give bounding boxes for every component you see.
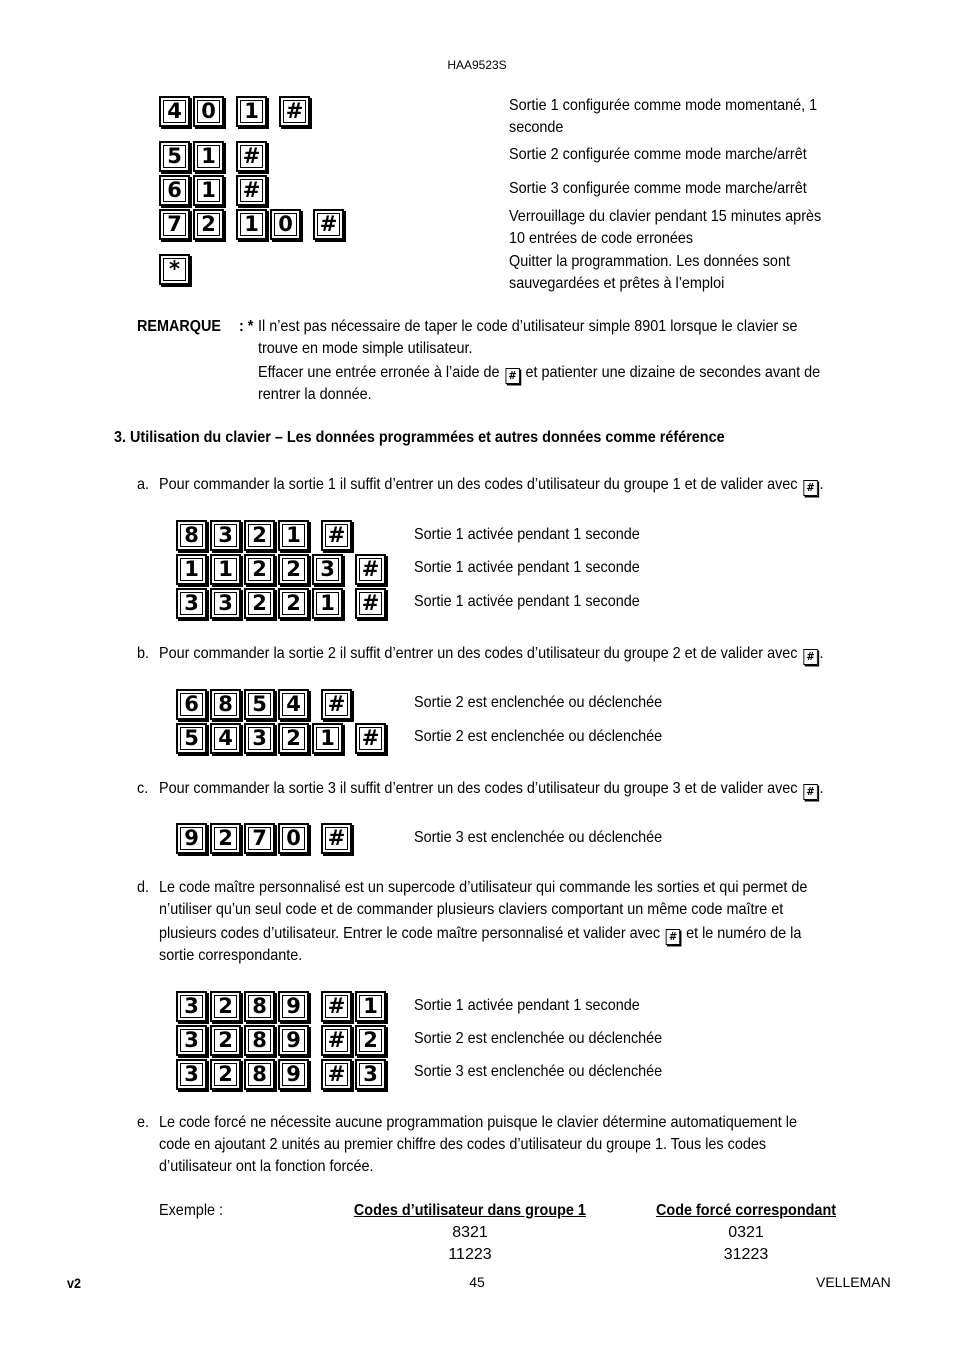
digit-key-icon: 9 (176, 823, 207, 854)
example-label: Exemple : (159, 1202, 224, 1219)
digit-key-icon: 5 (159, 141, 190, 172)
code-description: Sortie 3 est enclenchée ou déclenchée (414, 1063, 663, 1080)
keypad-sequence (159, 141, 270, 172)
keypad-sequence (176, 1059, 389, 1090)
hash-key-icon: # (321, 689, 352, 720)
hash-key-icon: # (355, 723, 386, 754)
code-description: Sortie 1 activée pendant 1 seconde (414, 559, 640, 576)
keypad-sequence (159, 175, 270, 206)
digit-key-icon: 2 (244, 588, 275, 619)
programming-description: 10 entrées de code erronées (509, 230, 694, 247)
digit-key-icon: 9 (278, 1025, 309, 1056)
digit-key-icon: 2 (278, 554, 309, 585)
digit-key-icon: 3 (176, 1025, 207, 1056)
hash-key-icon: # (321, 991, 352, 1022)
code-description: Sortie 2 est enclenchée ou déclenchée (414, 1030, 663, 1047)
item-e-line-3: d’utilisateur ont la fonction forcée. (159, 1158, 374, 1175)
digit-key-icon: 1 (176, 554, 207, 585)
footer-brand: VELLEMAN (816, 1274, 891, 1290)
footer-page-number: 45 (469, 1274, 485, 1290)
item-c-letter: c. (137, 780, 149, 797)
item-d-line-3: plusieurs codes d’utilisateur. Entrer le code maître personnalisé et valider avec # et le numéro de la (159, 925, 802, 943)
hash-key-icon: # (236, 175, 267, 206)
digit-key-icon: 3 (176, 1059, 207, 1090)
digit-key-icon: 8 (244, 991, 275, 1022)
model-number: HAA9523S (447, 58, 507, 72)
item-d-letter: d. (137, 879, 150, 896)
digit-key-icon: 3 (176, 991, 207, 1022)
remark-line-3: Effacer une entrée erronée à l’aide de # et patienter une dizaine de secondes avant de (258, 364, 821, 382)
item-d-line-4: sortie correspondante. (159, 947, 303, 964)
digit-key-icon: 3 (210, 588, 241, 619)
digit-key-icon: 0 (278, 823, 309, 854)
keypad-sequence (159, 254, 193, 285)
digit-key-icon: 1 (312, 588, 343, 619)
digit-key-icon: 1 (210, 554, 241, 585)
digit-key-icon: 8 (244, 1059, 275, 1090)
hash-key-icon: # (803, 480, 817, 496)
digit-key-icon: 2 (278, 588, 309, 619)
code-description: Sortie 3 est enclenchée ou déclenchée (414, 829, 663, 846)
digit-key-icon: 3 (176, 588, 207, 619)
digit-key-icon: 2 (210, 991, 241, 1022)
user-code-cell: 8321 (452, 1224, 488, 1241)
digit-key-icon: 2 (244, 554, 275, 585)
digit-key-icon: 2 (210, 1059, 241, 1090)
example-col2-header: Code forcé correspondant (655, 1202, 837, 1219)
keypad-sequence (176, 689, 355, 720)
forced-code-cell: 31223 (723, 1246, 769, 1263)
example-col1-header: Codes d’utilisateur dans groupe 1 (353, 1202, 587, 1219)
code-description: Sortie 1 activée pendant 1 seconde (414, 593, 640, 610)
keypad-sequence (176, 991, 389, 1022)
item-d-line-2: n’utiliser qu’un seul code et de commander plusieurs claviers comportant un même code maître et (159, 901, 784, 918)
digit-key-icon: 2 (278, 723, 309, 754)
digit-key-icon: 5 (176, 723, 207, 754)
item-d-line-1: Le code maître personnalisé est un supercode d’utilisateur qui commande les sorties et qui permet de (159, 879, 808, 896)
hash-key-icon: # (321, 823, 352, 854)
keypad-sequence (176, 723, 389, 754)
keypad-sequence (176, 823, 355, 854)
digit-key-icon: 9 (278, 1059, 309, 1090)
item-b-letter: b. (137, 645, 150, 662)
remark-line-4: rentrer la donnée. (258, 386, 372, 403)
digit-key-icon: 2 (244, 520, 275, 551)
digit-key-icon: 3 (312, 554, 343, 585)
digit-key-icon: 2 (210, 1025, 241, 1056)
remark-label: REMARQUE (137, 318, 222, 335)
digit-key-icon: 6 (159, 175, 190, 206)
hash-key-icon: # (355, 554, 386, 585)
item-b-text: Pour commander la sortie 2 il suffit d’entrer un des codes d’utilisateur du groupe 2 et de valider avec # . (159, 645, 824, 663)
forced-code-cell: 0321 (728, 1224, 764, 1241)
keypad-sequence (176, 554, 389, 585)
digit-key-icon: 5 (244, 689, 275, 720)
code-description: Sortie 1 activée pendant 1 seconde (414, 526, 640, 543)
item-e-line-2: code en ajoutant 2 unités au premier chiffre des codes d’utilisateur du groupe 1. Tous les codes (159, 1136, 767, 1153)
digit-key-icon: 7 (159, 209, 190, 240)
remark-colon: : * (239, 318, 254, 335)
hash-key-icon: # (321, 520, 352, 551)
hash-key-icon: # (803, 784, 817, 800)
hash-key-icon: # (279, 96, 310, 127)
page-header (0, 58, 954, 72)
digit-key-icon: 4 (210, 723, 241, 754)
code-description: Sortie 2 est enclenchée ou déclenchée (414, 728, 663, 745)
item-e-letter: e. (137, 1114, 150, 1131)
keypad-sequence (176, 520, 355, 551)
keypad-sequence (176, 588, 389, 619)
item-e-line-1: Le code forcé ne nécessite aucune programmation puisque le clavier détermine automatiquement le (159, 1114, 797, 1131)
digit-key-icon: 1 (278, 520, 309, 551)
digit-key-icon: 8 (210, 689, 241, 720)
footer-version: v2 (67, 1275, 82, 1291)
code-description: Sortie 1 activée pendant 1 seconde (414, 997, 640, 1014)
programming-description: sauvegardées et prêtes à l’emploi (509, 275, 725, 292)
hash-key-icon: # (505, 368, 519, 384)
digit-key-icon: 3 (244, 723, 275, 754)
digit-key-icon: 3 (210, 520, 241, 551)
digit-key-icon: 1 (355, 991, 386, 1022)
hash-key-icon: # (321, 1025, 352, 1056)
hash-key-icon: # (313, 209, 344, 240)
programming-description: Verrouillage du clavier pendant 15 minutes après (509, 208, 822, 225)
digit-key-icon: 1 (236, 96, 267, 127)
keypad-sequence (159, 96, 313, 127)
digit-key-icon: 1 (193, 175, 224, 206)
hash-key-icon: # (803, 649, 817, 665)
digit-key-icon: 1 (193, 141, 224, 172)
digit-key-icon: 8 (176, 520, 207, 551)
remark-line-2: trouve en mode simple utilisateur. (258, 340, 473, 357)
digit-key-icon: 0 (193, 96, 224, 127)
digit-key-icon: 2 (193, 209, 224, 240)
digit-key-icon: 1 (312, 723, 343, 754)
digit-key-icon: 0 (270, 209, 301, 240)
keypad-sequence (176, 1025, 389, 1056)
hash-key-icon: # (355, 588, 386, 619)
item-c-text: Pour commander la sortie 3 il suffit d’entrer un des codes d’utilisateur du groupe 3 et de valider avec # . (159, 780, 824, 798)
hash-key-icon: # (321, 1059, 352, 1090)
item-a-text: Pour commander la sortie 1 il suffit d’entrer un des codes d’utilisateur du groupe 1 et de valider avec # . (159, 476, 824, 494)
code-description: Sortie 2 est enclenchée ou déclenchée (414, 694, 663, 711)
section-title: 3. Utilisation du clavier – Les données programmées et autres données comme référence (114, 429, 725, 446)
remark-line-1: Il n’est pas nécessaire de taper le code d’utilisateur simple 8901 lorsque le clavier se (258, 318, 798, 335)
digit-key-icon: 4 (278, 689, 309, 720)
digit-key-icon: 6 (176, 689, 207, 720)
programming-description: Sortie 3 configurée comme mode marche/arrêt (509, 180, 807, 197)
hash-key-icon: # (236, 141, 267, 172)
star-key-icon: * (159, 254, 190, 285)
programming-description: Sortie 1 configurée comme mode momentané, 1 (509, 97, 818, 114)
programming-description: Sortie 2 configurée comme mode marche/arrêt (509, 146, 807, 163)
digit-key-icon: 9 (278, 991, 309, 1022)
digit-key-icon: 3 (355, 1059, 386, 1090)
hash-key-icon: # (666, 929, 680, 945)
digit-key-icon: 2 (355, 1025, 386, 1056)
item-a-letter: a. (137, 476, 150, 493)
digit-key-icon: 8 (244, 1025, 275, 1056)
digit-key-icon: 4 (159, 96, 190, 127)
keypad-sequence (159, 209, 347, 240)
programming-description: seconde (509, 119, 564, 136)
user-code-cell: 11223 (448, 1246, 492, 1263)
digit-key-icon: 2 (210, 823, 241, 854)
digit-key-icon: 7 (244, 823, 275, 854)
digit-key-icon: 1 (236, 209, 267, 240)
programming-description: Quitter la programmation. Les données sont (509, 253, 790, 270)
